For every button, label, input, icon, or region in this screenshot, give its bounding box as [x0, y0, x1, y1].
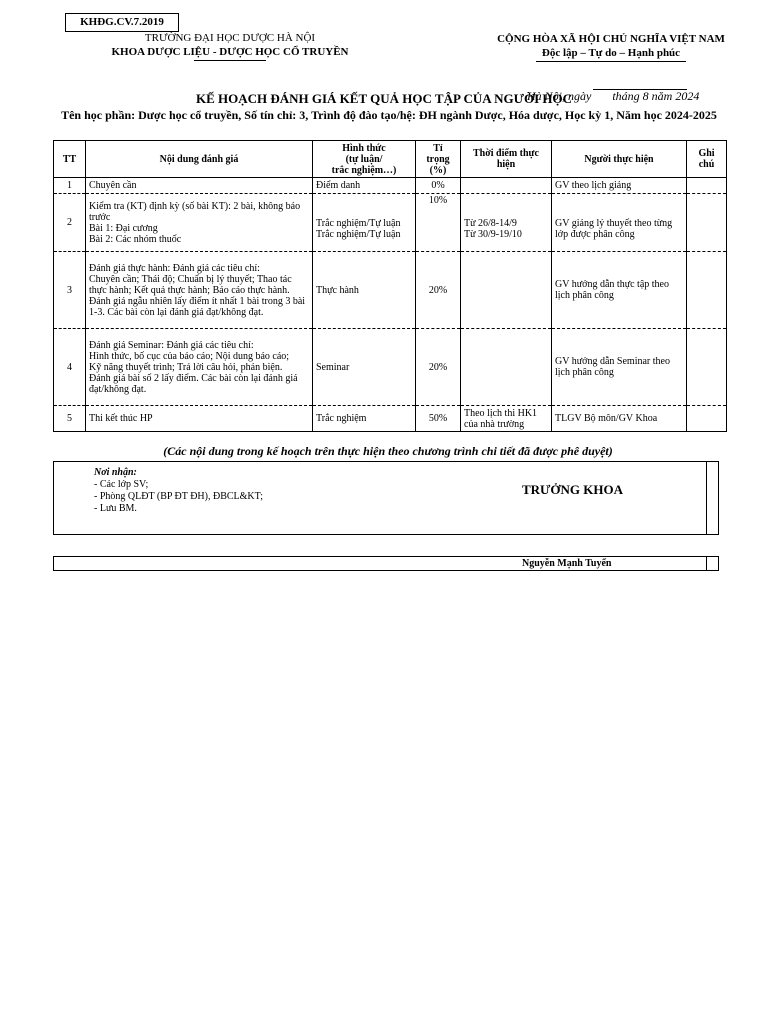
row-form: Thực hành — [313, 252, 416, 329]
row-weight: 10% — [416, 194, 461, 252]
table-row — [54, 178, 727, 194]
recipients-box — [53, 461, 719, 535]
table-header-row — [54, 141, 727, 178]
row-note — [687, 178, 727, 194]
row-performer: GV theo lịch giảng — [552, 178, 687, 194]
table-row — [54, 329, 727, 406]
row-content: Đánh giá Seminar: Đánh giá các tiêu chí: Hình thức, bố cục của báo cáo; Nội dung báo cáo; Kỹ năng thuyết trình; Trả lời câu hỏi, phản biện. Đánh giá bài số 2 lấy điểm. Các bài còn lại đánh giá đạt/không đạt. — [86, 329, 313, 406]
row-weight: 20% — [416, 329, 461, 406]
row-performer: GV giảng lý thuyết theo từng lớp được phân công — [552, 194, 687, 252]
signer-name: Nguyễn Mạnh Tuyến — [522, 558, 612, 569]
motto-underline — [536, 61, 686, 62]
national-motto: Độc lập – Tự do – Hạnh phúc — [541, 47, 681, 59]
university-name: TRƯỜNG ĐẠI HỌC DƯỢC HÀ NỘI — [144, 32, 316, 44]
row-time — [461, 329, 552, 406]
header-time: Thời điểm thực hiện — [461, 141, 552, 178]
row-note — [687, 194, 727, 252]
institution-header — [100, 32, 360, 61]
row-tt: 5 — [54, 406, 86, 432]
approval-note: (Các nội dung trong kế hoạch trên thực hiện theo chương trình chi tiết đã được phê duyệt) — [163, 444, 613, 458]
row-content: Kiểm tra (KT) định kỳ (số bài KT): 2 bài, không báo trước Bài 1: Đại cương Bài 2: Các nhóm thuốc — [86, 194, 313, 252]
row-form: Seminar — [313, 329, 416, 406]
recipients-heading: Nơi nhận: — [94, 467, 137, 478]
national-header — [486, 32, 736, 62]
faculty-name: KHOA DƯỢC LIỆU - DƯỢC HỌC CỔ TRUYỀN — [111, 46, 349, 58]
header-weight: Tỉ trọng (%) — [416, 141, 461, 178]
row-content: Đánh giá thực hành: Đánh giá các tiêu chí: Chuyên cần; Thái độ; Chuẩn bị lý thuyết; Thao tác thực hành; Kết quả thực hành; Báo cáo thực hành. Đánh giá ngẫu nhiên lấy điểm ít nhất 1 bài trong 3 bài 1-3. Các bài còn lại đánh giá đạt/không đạt. — [86, 252, 313, 329]
document-title: KẾ HOẠCH ĐÁNH GIÁ KẾT QUẢ HỌC TẬP CỦA NGƯỜI HỌC — [195, 91, 573, 106]
date-underline — [593, 89, 687, 90]
row-performer: GV hướng dẫn Seminar theo lịch phân công — [552, 329, 687, 406]
place-date-text: Hà Nội, ngày tháng 8 năm 2024 — [527, 89, 700, 103]
header-content: Nội dung đánh giá — [86, 141, 313, 178]
recipient-item: - Lưu BM. — [94, 503, 137, 514]
box-divider — [706, 462, 707, 534]
course-info: Tên học phần: Dược học cổ truyền, Số tín chỉ: 3, Trình độ đào tạo/hệ: ĐH ngành Dược, Hóa dược, Học kỳ 1, Năm học 2024-2025 — [61, 108, 717, 122]
form-code: KHĐG.CV.7.2019 — [65, 13, 179, 32]
country-name: CỘNG HÒA XÃ HỘI CHỦ NGHĨA VIỆT NAM — [497, 33, 725, 45]
row-form: Trắc nghiệm/Tự luận Trắc nghiệm/Tự luận — [313, 194, 416, 252]
row-tt: 3 — [54, 252, 86, 329]
row-weight: 20% — [416, 252, 461, 329]
assessment-plan-table — [53, 140, 727, 432]
faculty-underline — [194, 60, 266, 61]
row-form: Trắc nghiệm — [313, 406, 416, 432]
row-weight: 50% — [416, 406, 461, 432]
row-note — [687, 406, 727, 432]
row-performer: GV hướng dẫn thực tập theo lịch phân công — [552, 252, 687, 329]
header-form: Hình thức (tự luận/ trắc nghiệm…) — [313, 141, 416, 178]
row-tt: 1 — [54, 178, 86, 194]
row-form: Điểm danh — [313, 178, 416, 194]
row-tt: 4 — [54, 329, 86, 406]
row-performer: TLGV Bộ môn/GV Khoa — [552, 406, 687, 432]
row-content: Chuyên cần — [86, 178, 313, 194]
table-row — [54, 194, 727, 252]
header-tt: TT — [54, 141, 86, 178]
dean-title: TRƯỞNG KHOA — [522, 482, 623, 497]
box-divider — [706, 557, 707, 570]
table-row — [54, 252, 727, 329]
recipient-item: - Các lớp SV; — [94, 479, 149, 490]
recipients — [94, 467, 263, 515]
recipient-item: - Phòng QLĐT (BP ĐT ĐH), ĐBCL&KT; — [94, 491, 263, 502]
row-content: Thi kết thúc HP — [86, 406, 313, 432]
row-weight: 0% — [416, 178, 461, 194]
row-time: Theo lịch thi HK1 của nhà trường — [461, 406, 552, 432]
table-row — [54, 406, 727, 432]
header-note: Ghi chú — [687, 141, 727, 178]
row-note — [687, 252, 727, 329]
row-note — [687, 329, 727, 406]
row-time: Từ 26/8-14/9 Từ 30/9-19/10 — [461, 194, 552, 252]
row-time — [461, 252, 552, 329]
row-tt: 2 — [54, 194, 86, 252]
row-time — [461, 178, 552, 194]
header-performer: Người thực hiện — [552, 141, 687, 178]
signature-box — [53, 556, 719, 571]
